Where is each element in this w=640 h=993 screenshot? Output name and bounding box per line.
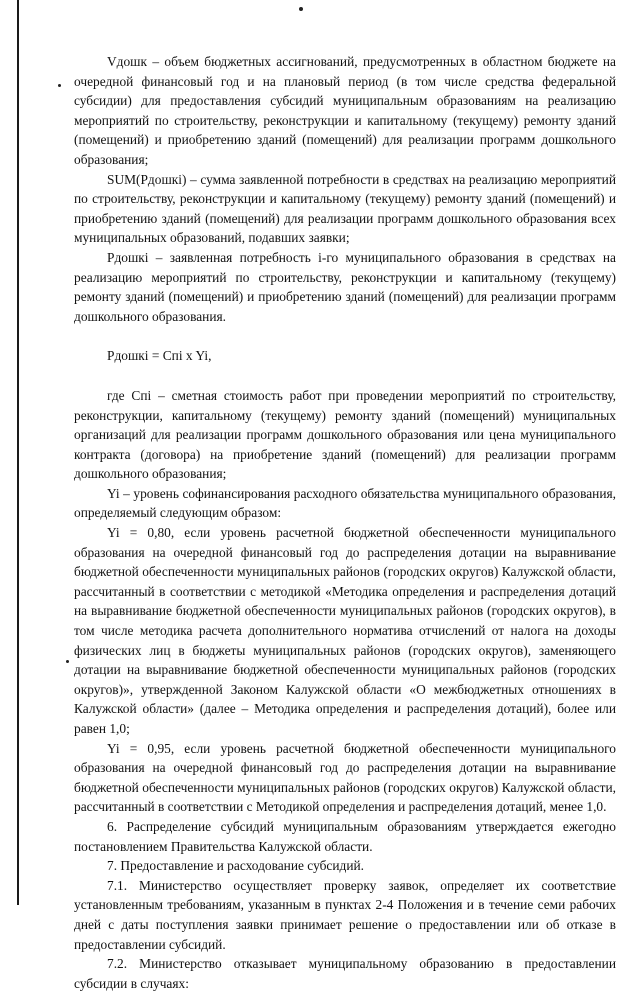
paragraph-sum-definition: SUM(Pдошкi) – сумма заявленной потребности в средствах на реализацию мероприятий по строительству, реконструкции и капитальному (текущему) ремонту зданий (помещений) и приобретению зданий (помещений) для реализации программ дошкольного образования всех муниципальных образований, подавших заявки; <box>74 171 616 246</box>
page-edge-line <box>17 0 19 905</box>
paragraph-item-7: 7. Предоставление и расходование субсидий. <box>107 858 364 874</box>
paragraph-yi-definition: Yi – уровень софинансирования расходного обязательства муниципального образования, определяемый следующим образом: <box>74 485 616 521</box>
scan-speck <box>66 660 69 663</box>
paragraph-cpi-definition: где Cпi – сметная стоимость работ при проведении мероприятий по строительству, реконструкции, капитальному (текущему) ремонту зданий (помещений) муниципальных организаций для реализации программ дошкольного образования или цена муниципального контракта (договора) на приобретение зданий (помещений) для реализации программ дошкольного образования; <box>74 387 616 482</box>
scan-speck <box>299 7 303 11</box>
paragraph-item-7-2: 7.2. Министерство отказывает муниципальному образованию в предоставлении субсидии в случаях: <box>74 956 616 991</box>
paragraph-yi-080: Yi = 0,80, если уровень расчетной бюджетной обеспеченности муниципального образования на очередной финансовый год до распределения дотации на выравнивание бюджетной обеспеченности муниципальных районов (городских округов) Калужской области, рассчитанный в соответствии с методикой «Методика определения и распределения дотаций на выравнивание бюджетной обеспеченности муниципальных районов (городских округов), в том числе методика расчета дополнительного норматива отчислений от налога на доходы физических лиц в бюджеты муниципальных районов (городских округов), заменяющего дотации на выравнивание бюджетной обеспеченности муниципальных районов (городских округов)», утвержденной Законом Калужской области «О межбюджетных отношениях в Калужской области» (далее – Методика определения и распределения дотаций), более или равен 1,0; <box>74 525 616 736</box>
paragraph-yi-095: Yi = 0,95, если уровень расчетной бюджетной обеспеченности муниципального образования на очередной финансовый год до распределения дотации на выравнивание бюджетной обеспеченности муниципальных районов (городских округов) Калужской области, рассчитанный в соответствии с Методикой определения и распределения дотаций, менее 1,0. <box>74 740 616 815</box>
formula-pdoshk: Pдошкi = Cпi x Yi, <box>107 348 212 364</box>
paragraph-item-7-1: 7.1. Министерство осуществляет проверку заявок, определяет их соответствие установленным требованиям, указанным в пунктах 2-4 Положения и в течение семи рабочих дней с даты поступления заявки принимает решение о предоставлении или об отказе в предоставлении субсидий. <box>74 877 616 952</box>
document-body <box>74 52 616 993</box>
paragraph-pdoshk-definition: Pдошкi – заявленная потребность i-го муниципального образования в средствах на реализацию мероприятий по строительству, реконструкции и капитальному (текущему) ремонту зданий (помещений) и приобретению зданий (помещений) для реализации программ дошкольного образования. <box>74 249 616 324</box>
scan-speck <box>58 84 61 87</box>
paragraph-vdoshk-definition: Vдошк – объем бюджетных ассигнований, предусмотренных в областном бюджете на очередной финансовый год и на плановый период (в том числе средства федеральной субсидии) для предоставления субсидий муниципальным образованиям на реализацию мероприятий по строительству, реконструкции и капитальному (текущему) ремонту зданий (помещений) и приобретению зданий (помещений) для реализации программ дошкольного образования; <box>74 54 616 167</box>
paragraph-item-6: 6. Распределение субсидий муниципальным образованиям утверждается ежегодно постановлением Правительства Калужской области. <box>74 818 616 854</box>
